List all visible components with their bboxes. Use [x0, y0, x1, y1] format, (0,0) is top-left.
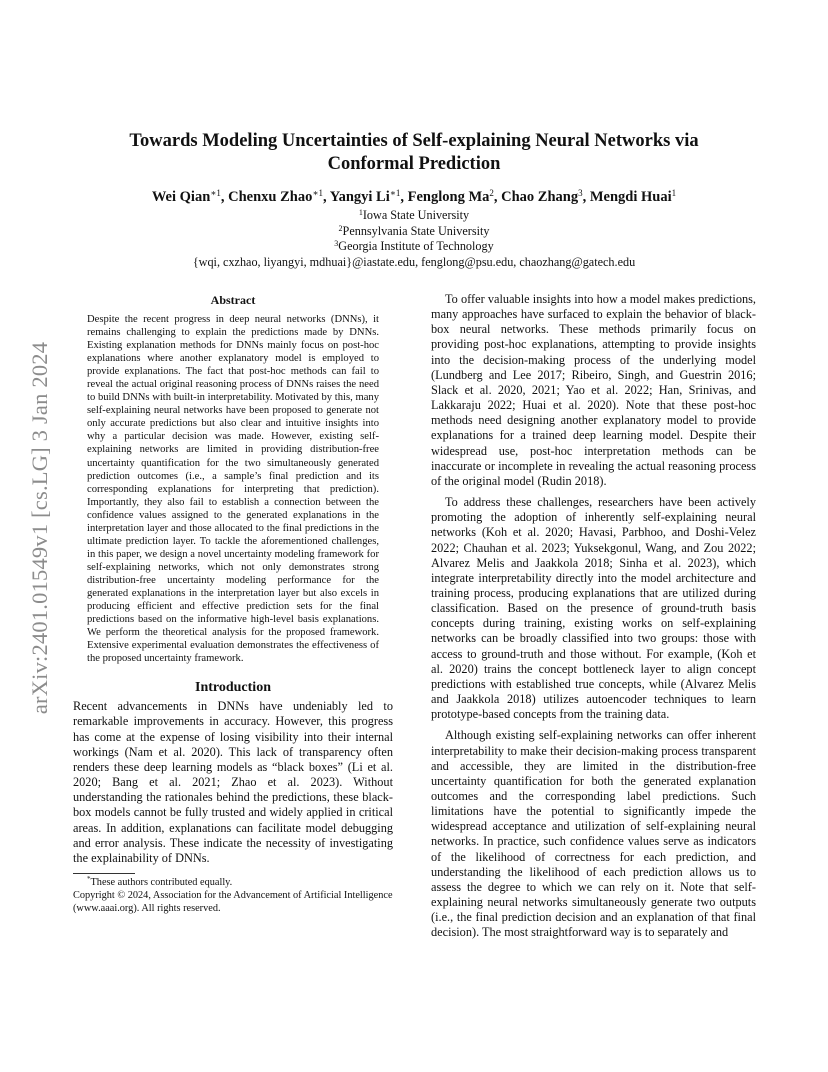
author-list: Wei Qian$^{∗1}$, Chenxu Zhao$^{∗1}$, Yangyi $Li^{∗1}$, Fenglong Ma$^2$, Chao Zhang$^3$, Mengdi Huai$^1$ — [151, 188, 677, 205]
affiliation: $^2$Pennsylvania State University — [338, 223, 490, 238]
paper-title: Towards Modeling Uncertainties of Self-explaining Neural Networks via Conformal Prediction — [129, 131, 699, 174]
left-column — [73, 292, 393, 915]
author: Mengdi Huai$^1$ — [589, 188, 677, 205]
intro-paragraph: Recent advancements in DNNs have undeniably led to remarkable improvements in accuracy. However, this progress has come at the expense of losing visibility into their internal workings (Nam et al. 2020). This lack of transparency often renders these deep learning models as “black boxes” (Li et al. 2020; Bang et al. 2021; Zhao et al. 2023). Without understanding the rationales behind the predictions, these black-box models cannot be fully trusted and widely applied in critical areas. In addition, explanations can facilitate model debugging and error analysis. These indicate the necessity of investigating the explainability of DNNs. — [73, 699, 393, 865]
author: Fenglong Ma$^2$ — [407, 188, 494, 205]
introduction-heading: Introduction — [195, 680, 271, 696]
affiliations — [90, 208, 738, 270]
footnote-divider — [73, 873, 135, 874]
right-column — [431, 292, 756, 941]
affiliation: $^3$Georgia Institute of Technology — [334, 239, 494, 253]
author: Chao Zhang$^3$ — [501, 188, 583, 205]
abstract-text: Despite the recent progress in deep neural networks (DNNs), it remains challenging to explain the predictions made by DNNs. Existing explanation methods for DNNs mainly focus on post-hoc explanations where another explanatory model is employed to provide explanations. The fact that post-hoc methods can fail to reveal the actual original reasoning process of DNNs raises the need to build DNNs with built-in interpretability. Motivated by this, many self-explaining neural networks have been proposed to generate not only accurate predictions but also clear and intuitive insights into why a particular decision was made. However, existing self-explaining networks are limited in providing distribution-free uncertainty quantification for the two simultaneously generated prediction outcomes (i.e., a sample’s final prediction and its corresponding explanations for interpreting that prediction). Importantly, they also fail to establish a connection between the confidence values assigned to the generated explanations in the interpretation layer and those allocated to the final predictions in the ultimate prediction layer. To tackle the aforementioned challenges, in this paper, we design a novel uncertainty modeling framework for self-explaining networks, which not only demonstrates strong distribution-free uncertainty modeling performance for the generated explanations in the interpretation layer but also excels in producing efficient and effective prediction sets for the final predictions based on the informative high-level basis explanations. We perform the theoretical analysis for the proposed framework. Extensive experimental evaluation demonstrates the effectiveness of the proposed uncertainty framework. — [87, 314, 379, 665]
intro-paragraph: To address these challenges, researchers have been actively promoting the adoption of inherently self-explaining neural networks (Koh et al. 2020; Havasi, Parbhoo, and Doshi-Velez 2022; Chauhan et al. 2023; Yuksekgonul, Wang, and Zou 2022; Alvarez Melis and Jaakkola 2018; Sinha et al. 2023), which integrate interpretability directly into the model architecture and training process, producing explanations that are utilized during classification. Based on the presence of ground-truth basis concepts during training, existing works on self-explaining networks can be broadly classified into two groups: those with access to ground-truth and those without. For example, (Koh et al. 2020) trains the concept bottleneck layer to align concept predictions with established true concepts, while (Alvarez Melis and Jaakkola 2018) utilizes autoencoder techniques to learn prototype-based concepts from the training data. — [431, 495, 756, 722]
copyright-notice: Copyright © 2024, Association for the Advancement of Artificial Intelligence (www.aaai.org). All rights reserved. — [73, 890, 393, 914]
abstract-heading: Abstract — [210, 293, 256, 307]
intro-paragraph: Although existing self-explaining networks can offer inherent interpretability to make their decision-making process transparent and accessible, they are limited in the distribution-free uncertainty quantification for both the generated explanation outcomes and the corresponding label predictions. Such limitations have the potential to significantly impede the widespread acceptance and utilization of self-explaining neural networks. In practice, such confidence values serve as indicators of the likelihood of correctness for each prediction, and understanding the likelihood of each prediction allows us to assess the degree to which we can rely on it. Note that self-explaining neural networks simultaneously generate two outputs (i.e., the final prediction decision and an explanation of that final decision). The most straightforward way is to separately and — [431, 728, 756, 940]
intro-paragraph: To offer valuable insights into how a model makes predictions, many approaches have surfaced to explain the behavior of black-box neural networks. These methods primarily focus on providing post-hoc explanations, attempting to provide insights into the decision-making process of the underlying model (Lundberg and Lee 2017; Ribeiro, Singh, and Guestrin 2016; Slack et al. 2020, 2021; Yao et al. 2022; Han, Srinivas, and Lakkaraju 2022; Huai et al. 2020). Note that these post-hoc methods need designing another explanatory model to provide explanations for a trained deep learning model. Despite their widespread use, post-hoc interpretation methods can be inaccurate or incomplete in revealing the actual reasoning process of the original model (Rudin 2018). — [431, 292, 756, 488]
arxiv-stamp-text: arXiv:2401.01549v1 [cs.LG] 3 Jan 2024 — [27, 341, 52, 715]
arxiv-stamp — [20, 298, 60, 758]
author-emails: {wqi, cxzhao, liyangyi, mdhuai}@iastate.edu, fenglong@psu.edu, chaozhang@gatech.edu — [192, 254, 636, 269]
author: Chenxu Zhao$^{∗1}$ — [228, 188, 323, 205]
affiliation: $^1$Iowa State University — [358, 208, 470, 222]
author: Wei Qian$^{∗1}$ — [151, 188, 221, 205]
author: Yangyi $Li^{∗1}$ — [329, 188, 401, 205]
footnote: *These authors contributed equally. — [87, 874, 233, 888]
